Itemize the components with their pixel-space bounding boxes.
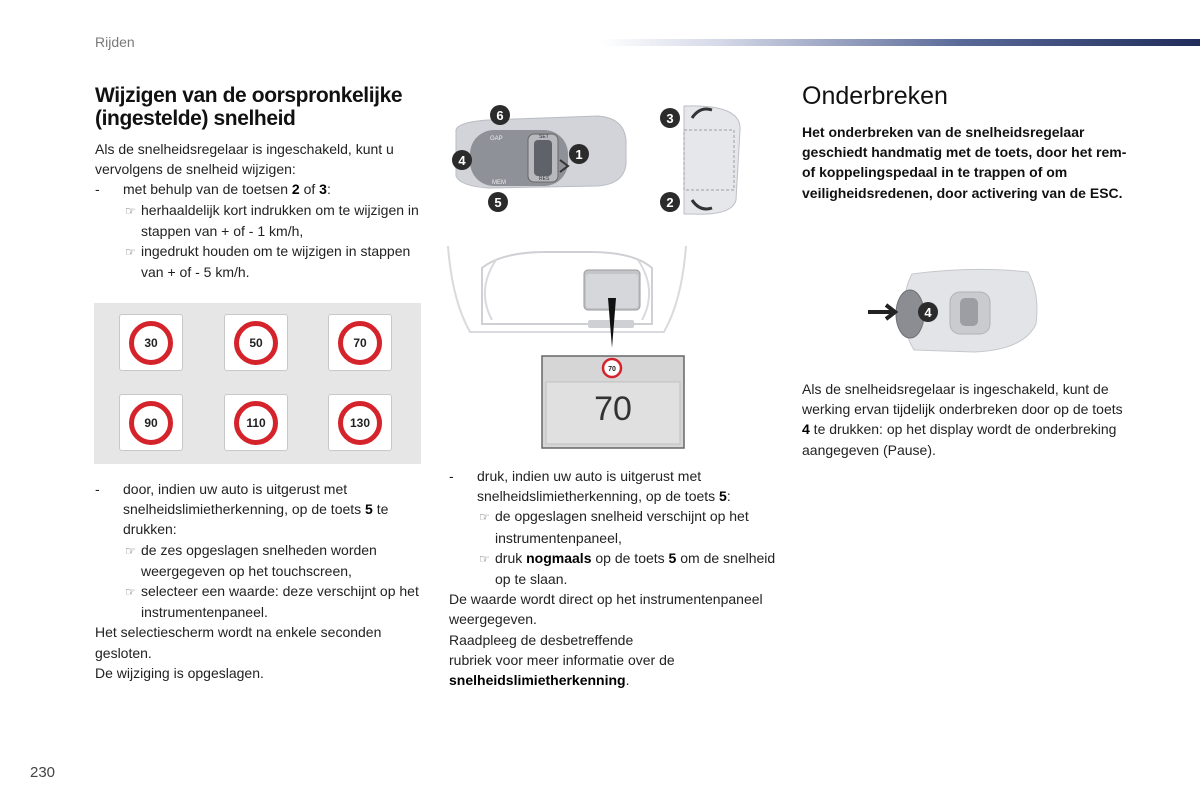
speed-sign-card [119,314,183,371]
svg-text:5: 5 [494,195,502,210]
closing-text-part: . [625,672,630,689]
svg-text:4: 4 [924,305,932,320]
speed-limit-sign: 130 [338,401,382,445]
pointing-hand-icon: ☞ [125,585,136,600]
bullet-text: druk, indien uw auto is uitgerust met snelheidslimietherkenning, op de toets [477,468,720,505]
key-ref: 5 [668,549,677,566]
speed-sign-card [328,314,392,371]
speed-limit-sign: 90 [129,401,173,445]
bullet-text: te drukken: [123,501,389,538]
sub-bullet [449,548,789,589]
sub-bullet [95,200,425,241]
speed-limit-sign: 30 [129,321,173,365]
speed-limit-sign: 50 [234,321,278,365]
sub-bullet-text: om de snelheid op te slaan. [495,549,776,588]
bullet-text: met behulp van de toetsen [123,181,292,198]
sub-bullet-text: herhaaldelijk kort indrukken om te wijzigen in stappen van + of - 1 km/h, [141,201,419,239]
speed-sign-card [119,394,183,451]
pause-button-diagram [864,264,1044,360]
speed-sign-card [224,314,288,371]
sub-bullet-text: selecteer een waarde: deze verschijnt op het instrumentenpaneel. [141,583,419,621]
closing-text [449,650,789,690]
pause-paragraph [802,379,1132,460]
sub-bullet-text: de opgeslagen snelheid verschijnt op het instrumentenpaneel, [495,508,749,546]
section-header: Rijden [95,34,135,50]
svg-text:6: 6 [496,108,504,123]
svg-text:3: 3 [666,111,674,126]
display-small-sign: 70 [608,366,616,373]
dash-bullet: - [95,481,100,497]
callout-5 [488,192,508,212]
pointing-hand-icon: ☞ [125,245,136,260]
closing-text: Het selectiescherm wordt na enkele seconden gesloten. [95,624,382,661]
speed-sign-panel [94,303,421,464]
speed-sign-card [224,394,288,451]
bullet-text: of [299,181,320,198]
emphasis-text: nogmaals [526,549,592,566]
sub-bullet [95,581,425,622]
svg-text:2: 2 [666,195,674,210]
set-label: SET [539,134,549,140]
sub-bullet-text: druk [495,549,527,566]
callout-3 [660,108,680,128]
arrow-right-icon [868,305,895,319]
touchscreen-instructions [95,479,425,683]
bullet-touchscreen [95,479,425,540]
pause-lead-text: Het onderbreken van de snelheidsregelaar geschiedt handmatig met de toets, door het rem- of koppelingspedaal in te trappen of om veiligheidsredenen, door activering van de ESC. [802,124,1127,201]
dash-bullet: - [95,181,100,198]
section-title-speed-change: Wijzigen van de oorspronkelijke (ingestelde) snelheid [95,84,403,130]
page-number: 230 [30,764,56,781]
sub-bullet [95,241,425,282]
cross-reference: snelheidslimietherkenning [449,672,626,689]
mem-label: MEM [492,180,506,186]
bullet-display [449,466,789,506]
sub-bullet [449,506,789,547]
closing-text-part: rubriek voor meer informatie over de [449,651,675,668]
res-label: RES [539,176,550,182]
pointing-hand-icon: ☞ [479,551,490,566]
speed-limit-sign: 110 [234,401,278,445]
bullet-keys [95,179,425,199]
key-ref: 4 [802,421,810,438]
key-ref: 3 [319,181,327,198]
closing-text: De waarde wordt direct op het instrumentenpaneel weergegeven. [449,591,763,628]
key-ref: 5 [365,501,373,518]
cruise-control-stalk-diagram [448,100,630,220]
key-ref: 2 [291,181,300,198]
callout-1 [569,144,589,164]
callout-4 [452,150,472,170]
bullet-text: : [326,181,331,198]
svg-text:1: 1 [575,147,583,162]
pause-body-text [802,379,1132,460]
speed-sign-card [328,394,392,451]
intro-text [95,139,425,282]
callout-2 [660,192,680,212]
pointing-hand-icon: ☞ [125,203,136,218]
display-instructions [449,466,789,690]
body-text: te drukken: op het display wordt de onderbreking aangegeven (Pause). [802,421,1117,458]
display-speed-value: 70 [594,390,632,428]
section-title-pause: Onderbreken [802,82,948,110]
bullet-text: : [726,488,731,505]
speed-limit-sign: 70 [338,321,382,365]
callout-6 [490,105,510,125]
intro-paragraph: Als de snelheidsregelaar is ingeschakeld, kunt u vervolgens de snelheid wijzigen: [95,141,394,178]
closing-text: Raadpleeg de desbetreffende [449,631,634,648]
dash-bullet: - [449,468,454,484]
sub-bullet-text: ingedrukt houden om te wijzigen in stappen van + of - 5 km/h. [141,243,411,281]
sub-bullet-text: op de toets [591,549,669,566]
gap-label: GAP [490,136,503,142]
pointing-hand-icon: ☞ [479,510,490,525]
closing-text: De wijziging is opgeslagen. [95,664,264,681]
sub-bullet [95,540,425,581]
sub-bullet-text: de zes opgeslagen snelheden worden weergegeven op het touchscreen, [141,541,377,579]
header-gradient-bar [600,39,1200,46]
bullet-text: door, indien uw auto is uitgerust met snelheidslimietherkenning, op de toets [123,481,366,518]
instrument-panel-diagram [446,240,690,452]
key-ref: 5 [719,488,727,505]
body-text: Als de snelheidsregelaar is ingeschakeld, kunt de werking ervan tijdelijk onderbreken door op de toets [802,381,1123,418]
stalk-up-down-diagram [652,100,748,220]
callout-4 [918,302,938,322]
pointing-hand-icon: ☞ [125,543,136,558]
svg-text:4: 4 [458,153,466,168]
